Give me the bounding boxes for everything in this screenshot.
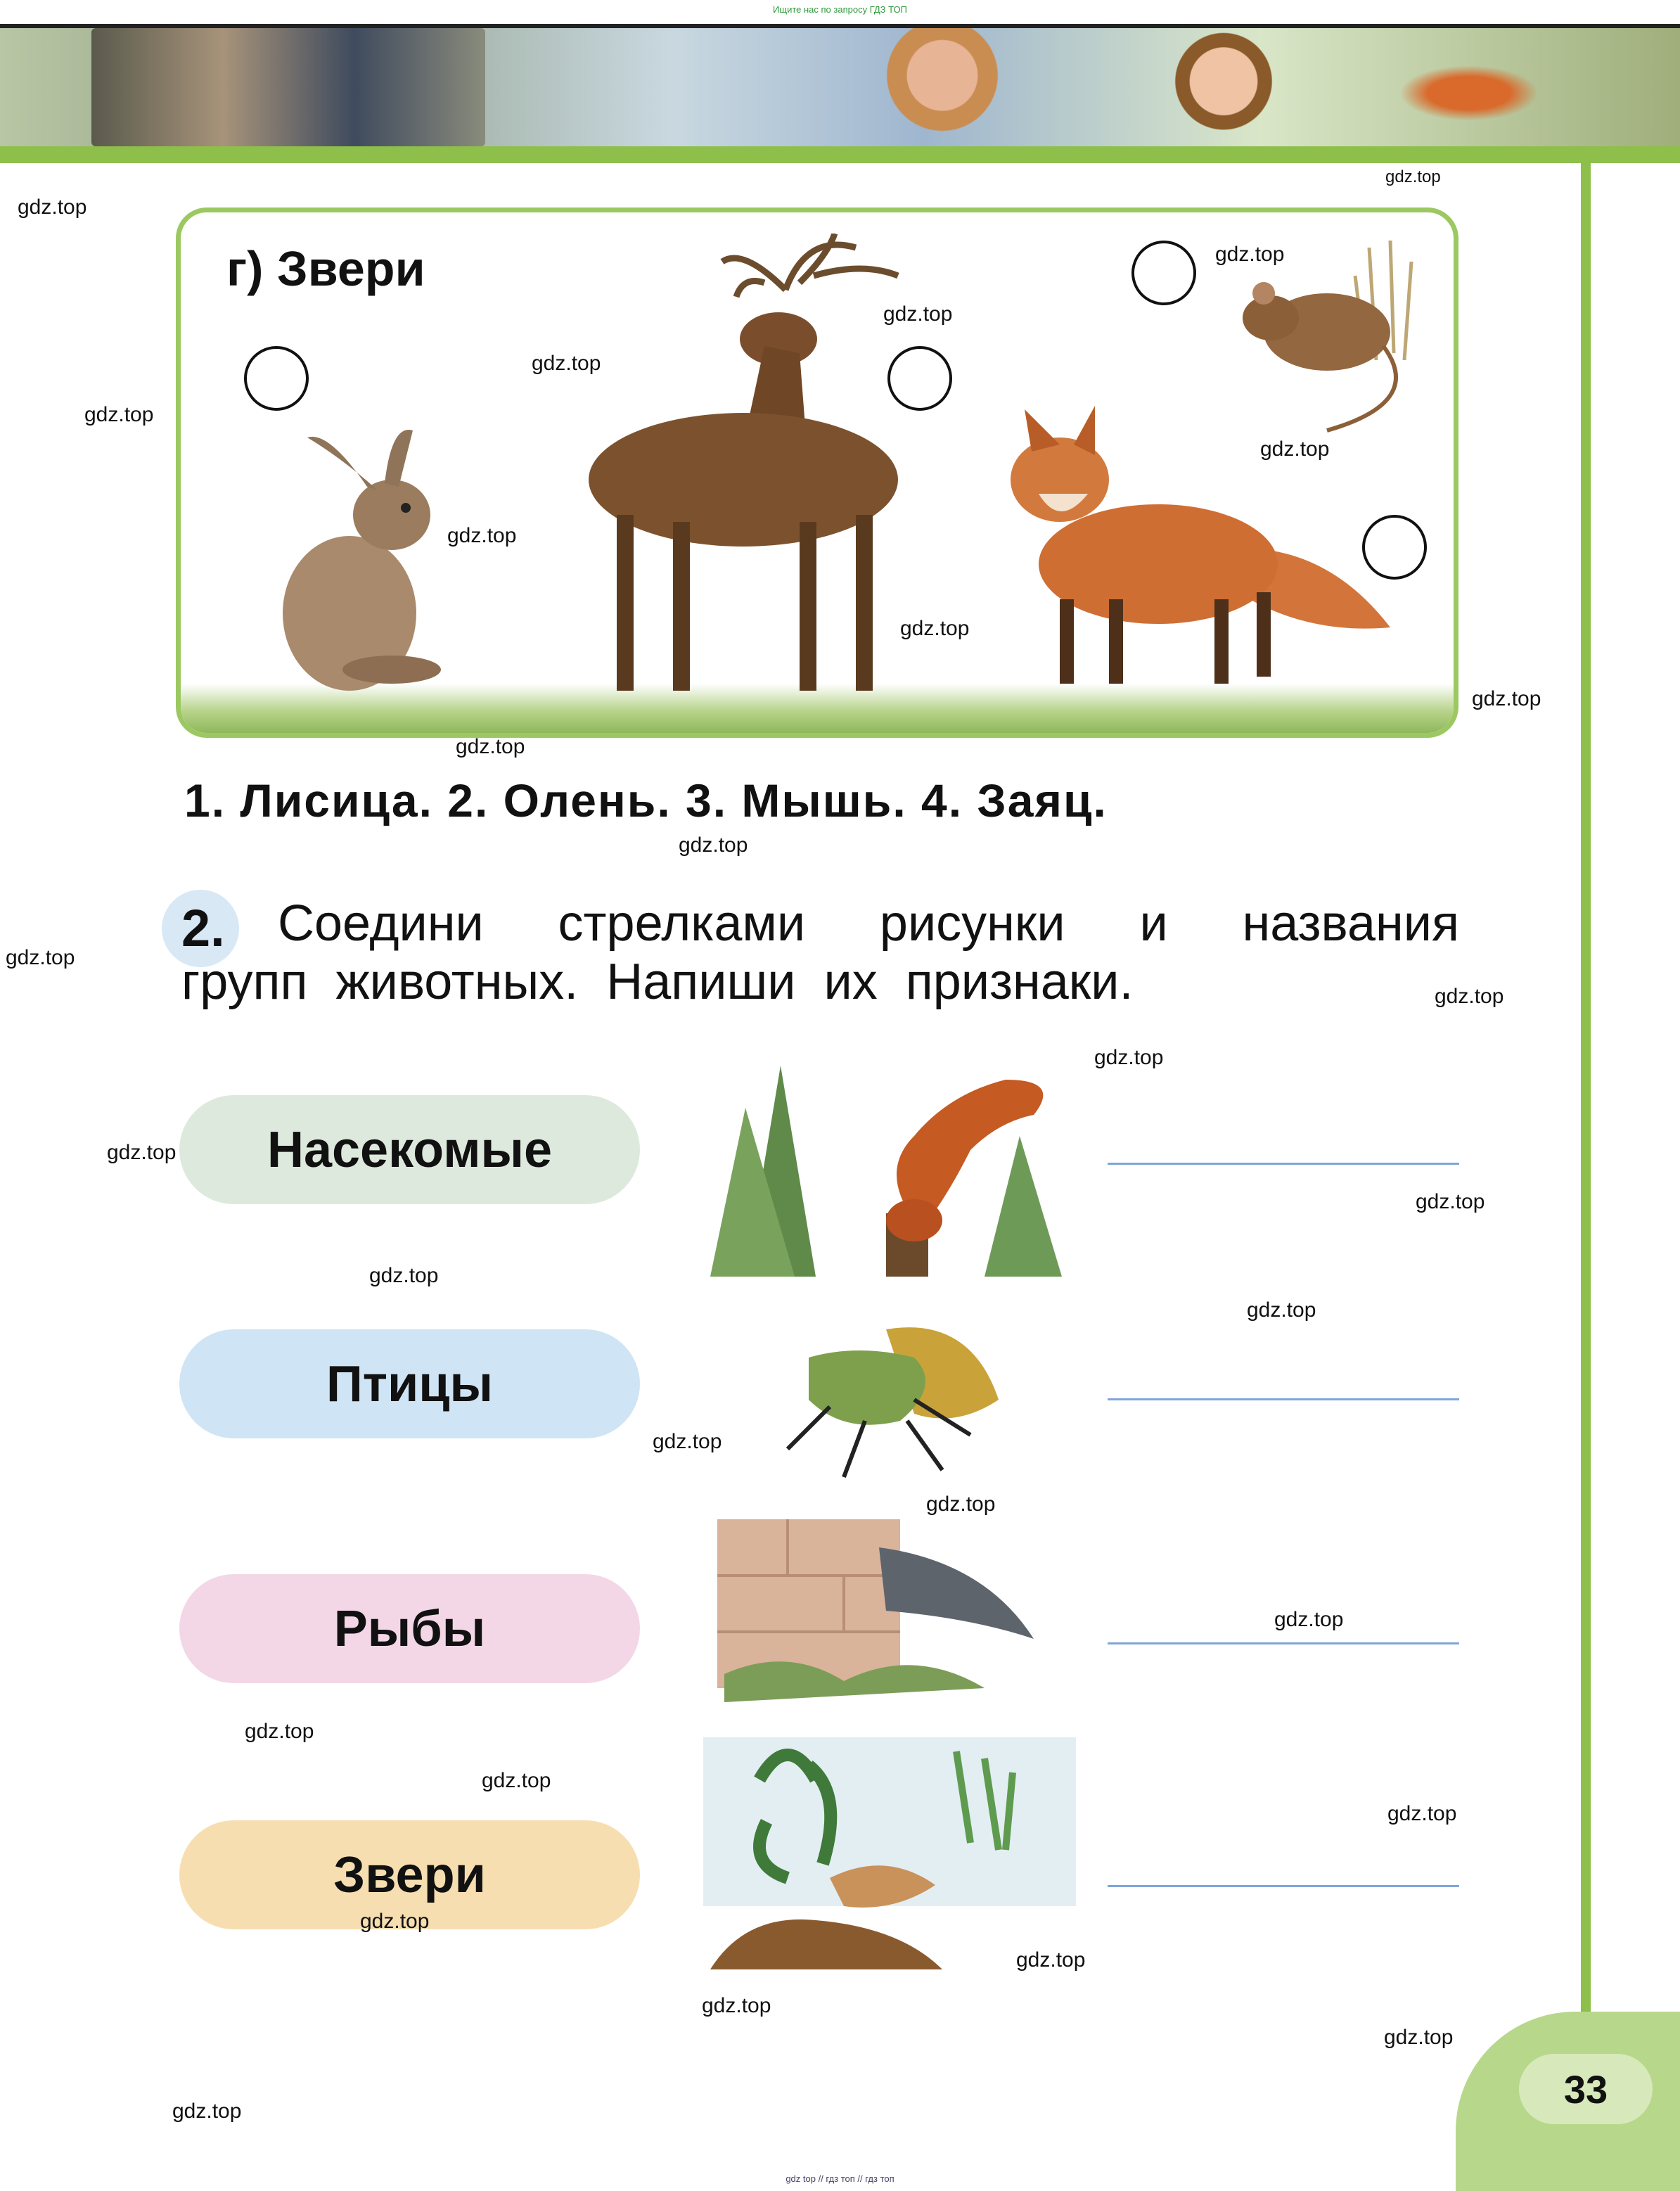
watermark: gdz.top — [6, 946, 75, 969]
answer-line-4[interactable] — [1108, 1885, 1459, 1887]
group-label-text: Рыбы — [333, 1600, 486, 1657]
watermark: gdz.top — [1435, 985, 1504, 1008]
answer-line-3[interactable] — [1108, 1642, 1459, 1644]
answer-line-2[interactable] — [1108, 1398, 1459, 1400]
watermark: gdz.top — [172, 2100, 242, 2123]
group-label-text: Птицы — [326, 1355, 494, 1412]
watermark: gdz.top — [107, 1141, 177, 1164]
footer-note: gdz top // гдз топ // гдз топ — [786, 2173, 894, 2184]
watermark: gdz.top — [1274, 1608, 1344, 1631]
task-number: 2. — [181, 899, 225, 957]
watermark: gdz.top — [18, 196, 87, 219]
watermark: gdz.top — [1094, 1046, 1164, 1069]
group-label-fish[interactable] — [179, 1574, 640, 1683]
margin-line — [1581, 163, 1591, 2041]
group-label-text: Насекомые — [267, 1121, 553, 1178]
bird-wing-picture[interactable] — [703, 1505, 1076, 1709]
watermark: gdz.top — [679, 833, 748, 857]
group-label-text: Звери — [333, 1846, 486, 1903]
header-photo-girl — [872, 28, 1013, 146]
task-instruction-line2: групп животных. Напиши их признаки. — [181, 954, 1134, 1010]
watermark: gdz.top — [653, 1430, 722, 1453]
answer-circle-mouse[interactable] — [1131, 241, 1196, 305]
hare-image — [244, 402, 483, 698]
fish-tail-picture[interactable] — [703, 1737, 1076, 1969]
task-word: рисунки — [879, 895, 1065, 952]
top-bar — [0, 0, 1680, 28]
answer-circle-hare[interactable] — [244, 346, 309, 411]
top-note: Ищите нас по запросу ГДЗ ТОП — [773, 4, 907, 15]
answer-circle-deer[interactable] — [887, 346, 952, 411]
watermark: gdz.top — [1385, 167, 1441, 186]
watermark: gdz.top — [900, 617, 970, 640]
watermark: gdz.top — [1416, 1190, 1485, 1213]
watermark: gdz.top — [245, 1720, 314, 1743]
header-photo-fish — [1336, 28, 1631, 146]
watermark: gdz.top — [1247, 1298, 1316, 1322]
group-label-birds[interactable] — [179, 1329, 640, 1438]
watermark: gdz.top — [482, 1769, 551, 1792]
page-number: 33 — [1519, 2054, 1653, 2124]
header-stripe — [0, 146, 1680, 163]
watermark: gdz.top — [1215, 243, 1285, 266]
beetle-picture[interactable] — [703, 1315, 1076, 1491]
watermark: gdz.top — [1016, 1948, 1086, 1972]
section-title: г) Звери — [226, 241, 425, 296]
header-photo-children — [91, 28, 485, 146]
squirrel-picture[interactable] — [703, 1052, 1076, 1284]
watermark: gdz.top — [1384, 2026, 1454, 2049]
answer-circle-fox[interactable] — [1362, 515, 1427, 580]
watermark: gdz.top — [702, 1994, 771, 2017]
watermark: gdz.top — [532, 352, 601, 375]
task-word: стрелками — [558, 895, 806, 952]
watermark: gdz.top — [1472, 687, 1541, 710]
answer-line-g: 1. Лисица. 2. Олень. 3. Мышь. 4. Заяц. — [184, 774, 1108, 826]
task-word: названия — [1242, 895, 1459, 952]
animals-card — [176, 207, 1458, 738]
header-photo-strip — [0, 28, 1680, 146]
task-word: и — [1139, 895, 1168, 952]
watermark: gdz.top — [447, 524, 517, 547]
watermark: gdz.top — [84, 403, 154, 426]
watermark: gdz.top — [1260, 437, 1330, 461]
answer-line-1[interactable] — [1108, 1163, 1459, 1165]
watermark: gdz.top — [883, 302, 953, 326]
watermark: gdz.top — [926, 1493, 996, 1516]
watermark: gdz.top — [360, 1910, 430, 1933]
watermark: gdz.top — [369, 1264, 439, 1287]
watermark: gdz.top — [456, 735, 525, 758]
task-instruction-line1 — [278, 895, 1459, 952]
group-label-insects[interactable] — [179, 1095, 640, 1204]
task-word: Соедини — [278, 895, 484, 952]
header-photo-boy — [1153, 28, 1294, 146]
watermark: gdz.top — [1387, 1802, 1457, 1825]
